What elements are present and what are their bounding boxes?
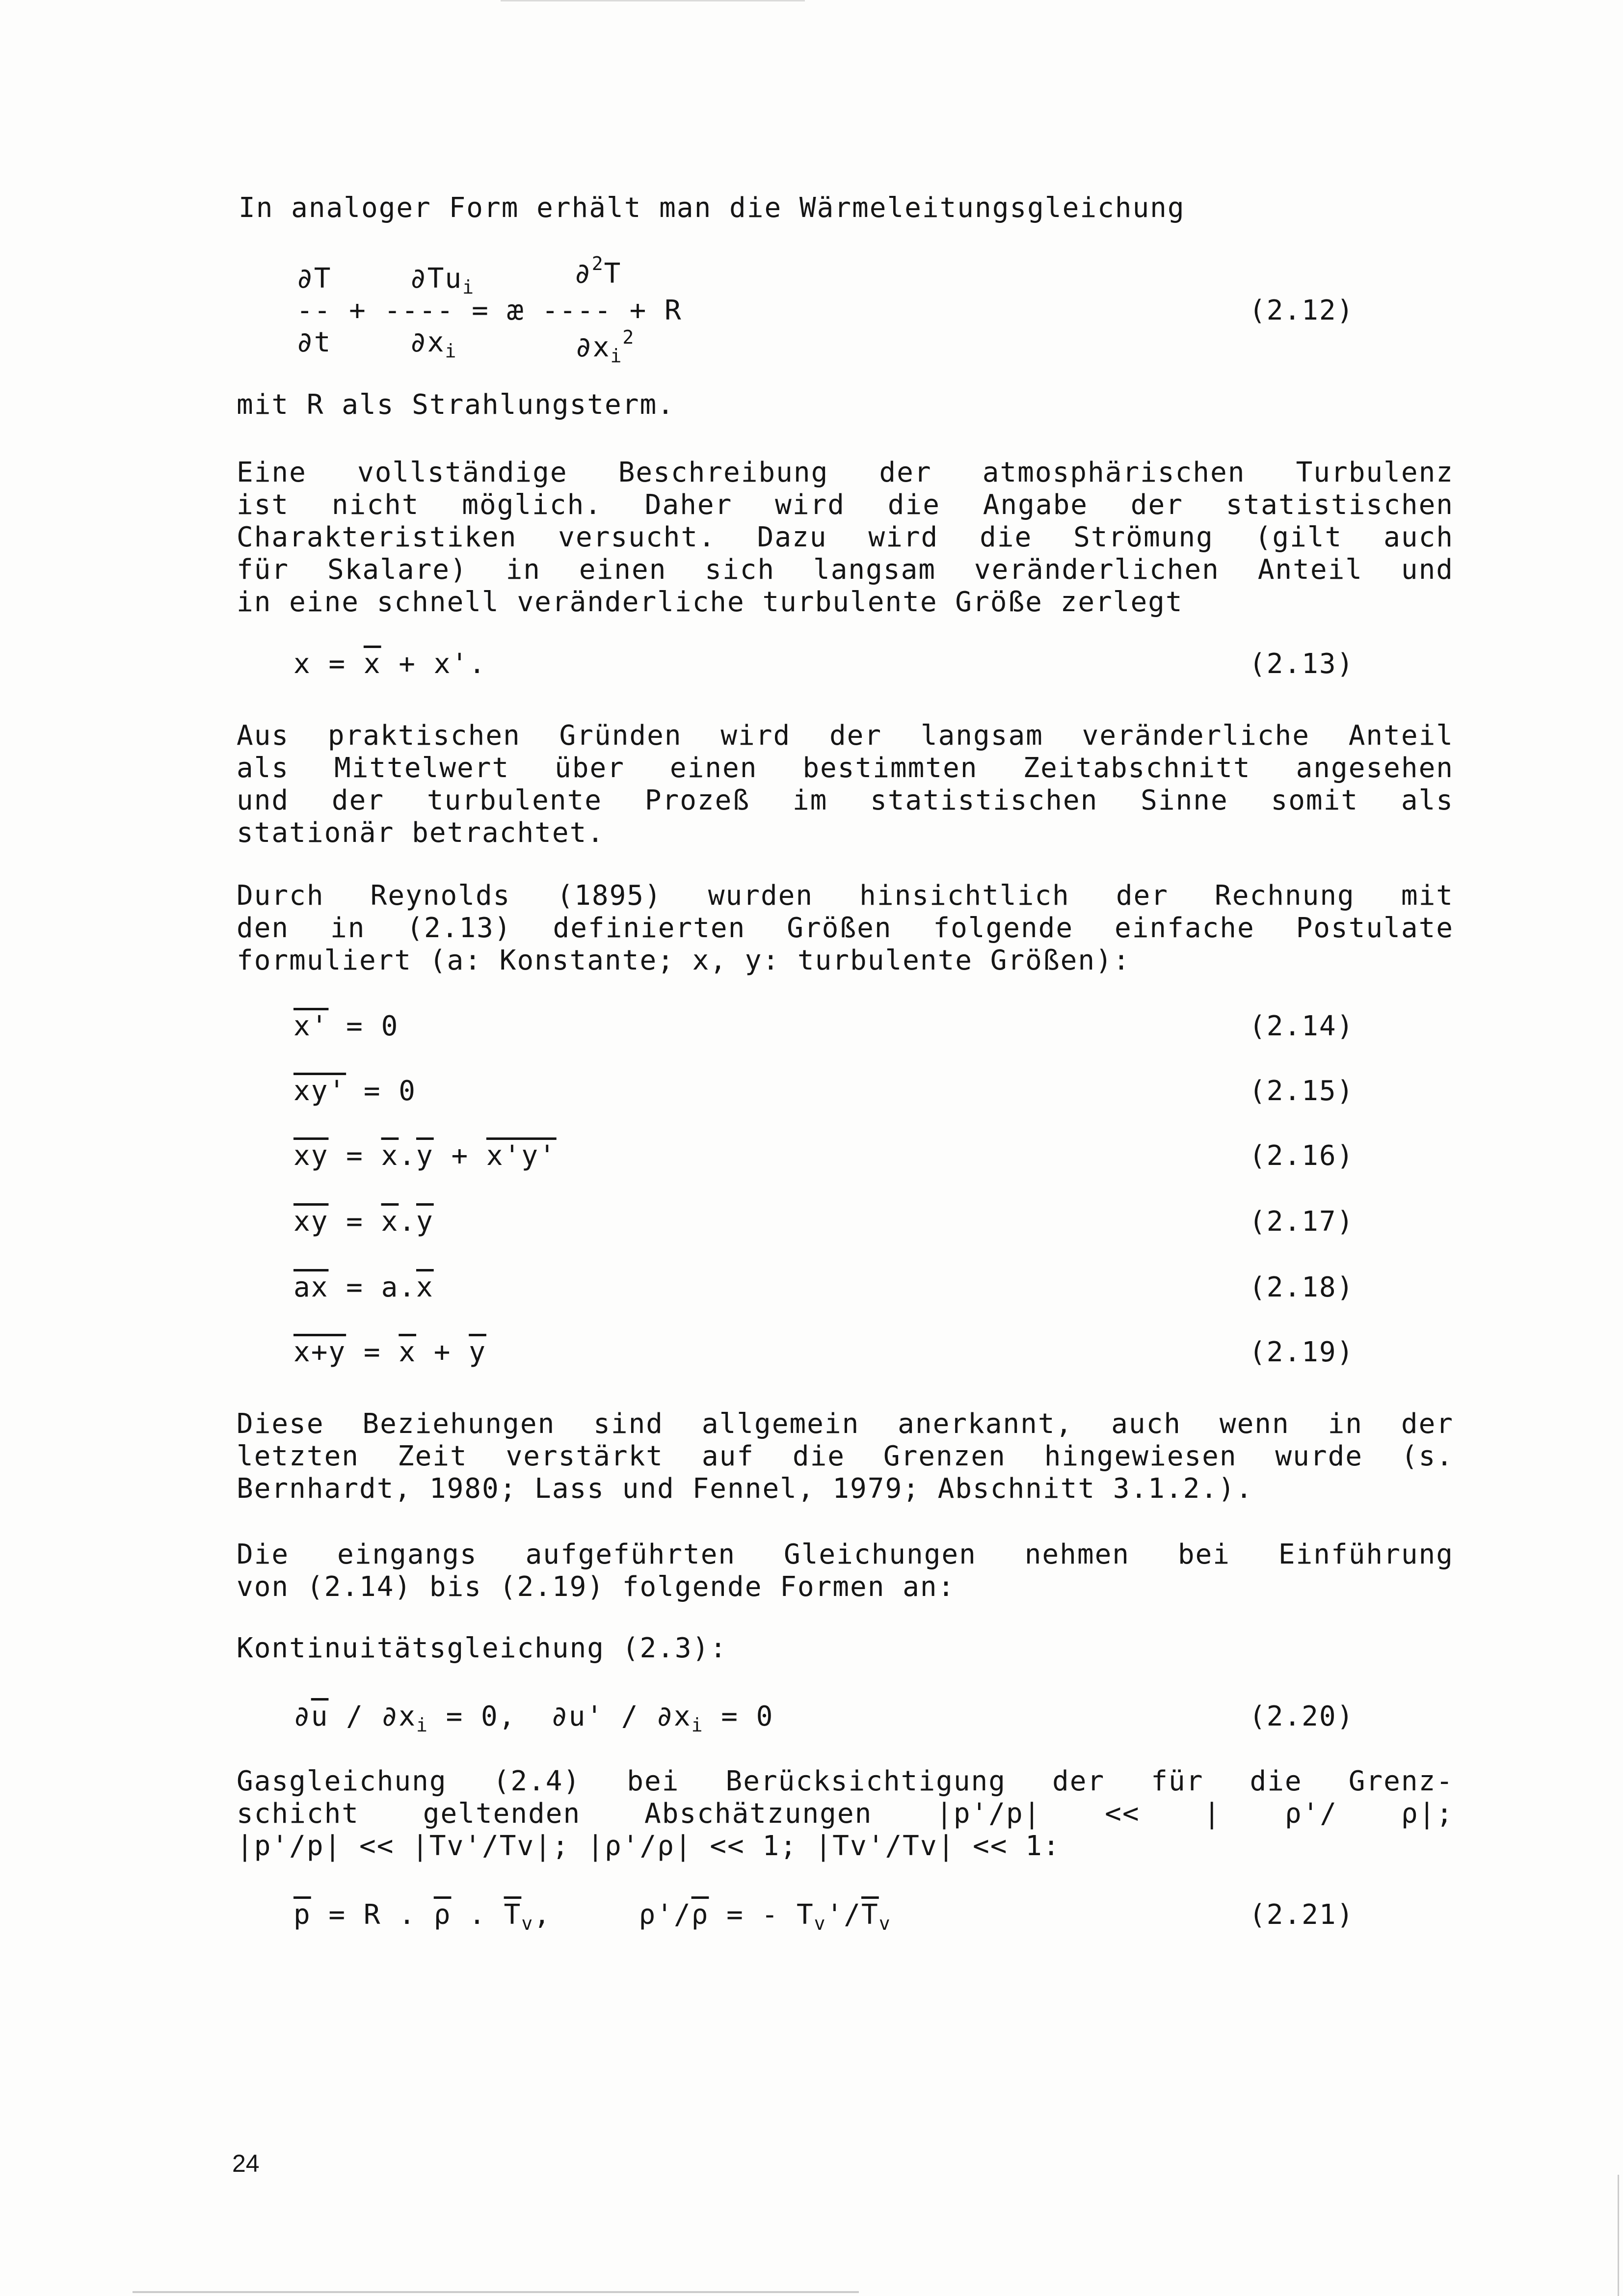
scan-edge-right bbox=[1618, 2175, 1619, 2296]
eq213-number: (2.13) bbox=[1249, 648, 1355, 680]
para5-line-1: Die eingangs aufgeführten Gleichungen nehmen bei Einführung bbox=[237, 1539, 1454, 1570]
eq212-number: (2.12) bbox=[1249, 295, 1355, 326]
paragraph-reynolds bbox=[237, 880, 1454, 977]
equation-2-21: $\overline{p} = R$ . $\overline{\rho}$ . $\overline{T}_v$, $\rho'/\overline{\rho}$ = - $T_v'/\overline{T}_v$ bbox=[293, 1899, 891, 1934]
para1-line-2: ist nicht möglich. Daher wird die Angabe der statistischen bbox=[237, 489, 1454, 521]
eq212-den-dxi2: $\partial x_i^2$ bbox=[575, 326, 635, 367]
equation-2-13: $x = \overline{x} + x'$. bbox=[293, 648, 486, 680]
gas-line-2: schicht geltenden Abschätzungen |p'/p| << | ρ'/ ρ|; bbox=[237, 1798, 1454, 1830]
eq212-den-dxi: $\partial x_i$ bbox=[410, 326, 457, 362]
para4-line-1: Diese Beziehungen sind allgemein anerkannt, auch wenn in der bbox=[237, 1408, 1454, 1440]
strahlungsterm-text: mit R als Strahlungsterm. bbox=[237, 389, 675, 421]
eq216-number: (2.16) bbox=[1249, 1140, 1355, 1172]
para3-line-3: formuliert (a: Konstante; x, y: turbulente Größen): bbox=[237, 945, 1131, 976]
page-number: 24 bbox=[232, 2150, 260, 2177]
eq212-num-dTu: $\partial Tu_i$ bbox=[410, 263, 475, 298]
eq217-number: (2.17) bbox=[1249, 1206, 1355, 1238]
para2-line-3: und der turbulente Prozeß im statistischen Sinne somit als bbox=[237, 784, 1454, 816]
para4-line-2: letzten Zeit verstärkt auf die Grenzen hingewiesen wurde (s. bbox=[237, 1440, 1454, 1472]
para3-line-1: Durch Reynolds (1895) wurden hinsichtlich der Rechnung mit bbox=[237, 880, 1454, 912]
paragraph-mittelwert bbox=[237, 720, 1454, 849]
paragraph-formen bbox=[237, 1539, 1454, 1603]
paragraph-turbulenz bbox=[237, 457, 1454, 619]
intro-text: In analoger Form erhält man die Wärmeleitungsgleichung bbox=[239, 192, 1185, 224]
paragraph-gasgleichung bbox=[237, 1765, 1454, 1863]
eq212-num-d2T: ∂$^2$T bbox=[574, 253, 622, 290]
para3-line-2: den in (2.13) definierten Größen folgende einfache Postulate bbox=[237, 912, 1454, 944]
paragraph-beziehungen bbox=[237, 1408, 1454, 1505]
para1-line-4: für Skalare) in einen sich langsam veränderlichen Anteil und bbox=[237, 554, 1454, 586]
eq218-number: (2.18) bbox=[1249, 1271, 1355, 1303]
equation-2-20: $\partial\overline{u} / \partial x_i = 0$, $\partial u' / \partial x_i = 0$ bbox=[293, 1701, 774, 1736]
eq212-fraction-line: -- + ---- = æ ---- + R bbox=[296, 295, 682, 326]
para2-line-4: stationär betrachtet. bbox=[237, 817, 605, 849]
eq215-number: (2.15) bbox=[1249, 1075, 1355, 1107]
scan-edge-bottom bbox=[133, 2291, 859, 2293]
para2-line-1: Aus praktischen Gründen wird der langsam veränderliche Anteil bbox=[237, 720, 1454, 752]
eq219-number: (2.19) bbox=[1249, 1336, 1355, 1368]
para2-line-2: als Mittelwert über einen bestimmten Zeitabschnitt angesehen bbox=[237, 752, 1454, 784]
scan-edge-top bbox=[501, 0, 805, 1]
gas-line-1: Gasgleichung (2.4) bei Berücksichtigung der für die Grenz- bbox=[237, 1765, 1454, 1797]
document-page: In analoger Form erhält man die Wärmeleitungsgleichung ∂T $\partial Tu_i$ ∂$^2$T -- + ---- = æ ---- + R ∂t $\partial x_i$ $\partial x_i^2$ (2.12) mit R als Strahlungsterm. Eine vollständige Beschreibung der atmosphärischen Turbulenz ist nicht möglich. Daher wird die Angabe der statistischen Charakteristiken versucht. Dazu wird die Strömung (gilt auch für Skalare) in einen sich langsam veränderlichen Anteil und in eine schnell veränderliche turbulente Größe zerlegt $x = \overline{x} + x'$. (2.13) Aus praktischen Gründen wird der langsam veränderliche Anteil als Mittelwert über einen bestimmten Zeitabschnitt angesehen und der turbulente Prozeß im statistischen Sinne somit als stationär betrachtet. Durch Reynolds (1895) wurden hinsichtlich der Rechnung mit den in (2.13) definierten Größen folgende einfache Postulate formuliert (a: Konstante; x, y: turbulente Größen): x' = 0 (2.14) xy' = 0 (2.15) $\overline{xy} = \overline{x}.\overline{y} + x'y'$ (2.16) $\overline{xy} = \overline{x}.\overline{y}$ (2.17) $\overline{ax} = a.\overline{x}$ (2.18) $x+y = \overline{x} + \overline{y}$ (2.19) Diese Beziehungen sind allgemein anerkannt, auch wenn in der letzten Zeit verstärkt auf die Grenzen hingewiesen wurde (s. Bernhardt, 1980; Lass und Fennel, 1979; Abschnitt 3.1.2.). Die eingangs aufgeführten Gleichungen nehmen bei Einführung von (2.14) bis (2.19) folgende Formen an: Kontinuitätsgleichung (2.3): $\partial\overline{u} / \partial x_i = 0$, $\partial u' / \partial x_i = 0$ (2.20) Gasgleichung (2.4) bei Berücksichtigung der für die Grenz- schicht geltenden Abschätzungen |p'/p| << | ρ'/ ρ|; |p'/p| << |Tv'/Tv|; |ρ'/ρ| << 1; |Tv'/Tv| << 1: $\overline{p} = R$ . $\overline{\rho}$ . $\overline{T}_v$, $\rho'/\overline{\rho}$ = - $T_v'/\overline{T}_v$ (2.21) 24 bbox=[0, 0, 1623, 2296]
eq212-den-dt: ∂t bbox=[296, 326, 332, 358]
eq214-number: (2.14) bbox=[1249, 1010, 1355, 1042]
eq212-num-dT: ∂T bbox=[296, 263, 332, 295]
eq221-number: (2.21) bbox=[1249, 1899, 1355, 1931]
para1-line-1: Eine vollständige Beschreibung der atmosphärischen Turbulenz bbox=[237, 457, 1454, 488]
kontinuitaet-heading: Kontinuitätsgleichung (2.3): bbox=[237, 1632, 728, 1664]
para1-line-5: in eine schnell veränderliche turbulente Größe zerlegt bbox=[237, 586, 1183, 618]
para5-line-2: von (2.14) bis (2.19) folgende Formen an: bbox=[237, 1571, 956, 1603]
gas-line-3: |p'/p| << |Tv'/Tv|; |ρ'/ρ| << 1; |Tv'/Tv| << 1: bbox=[237, 1830, 1061, 1862]
para4-line-3: Bernhardt, 1980; Lass und Fennel, 1979; Abschnitt 3.1.2.). bbox=[237, 1473, 1253, 1505]
eq220-number: (2.20) bbox=[1249, 1701, 1355, 1732]
para1-line-3: Charakteristiken versucht. Dazu wird die Strömung (gilt auch bbox=[237, 521, 1454, 553]
